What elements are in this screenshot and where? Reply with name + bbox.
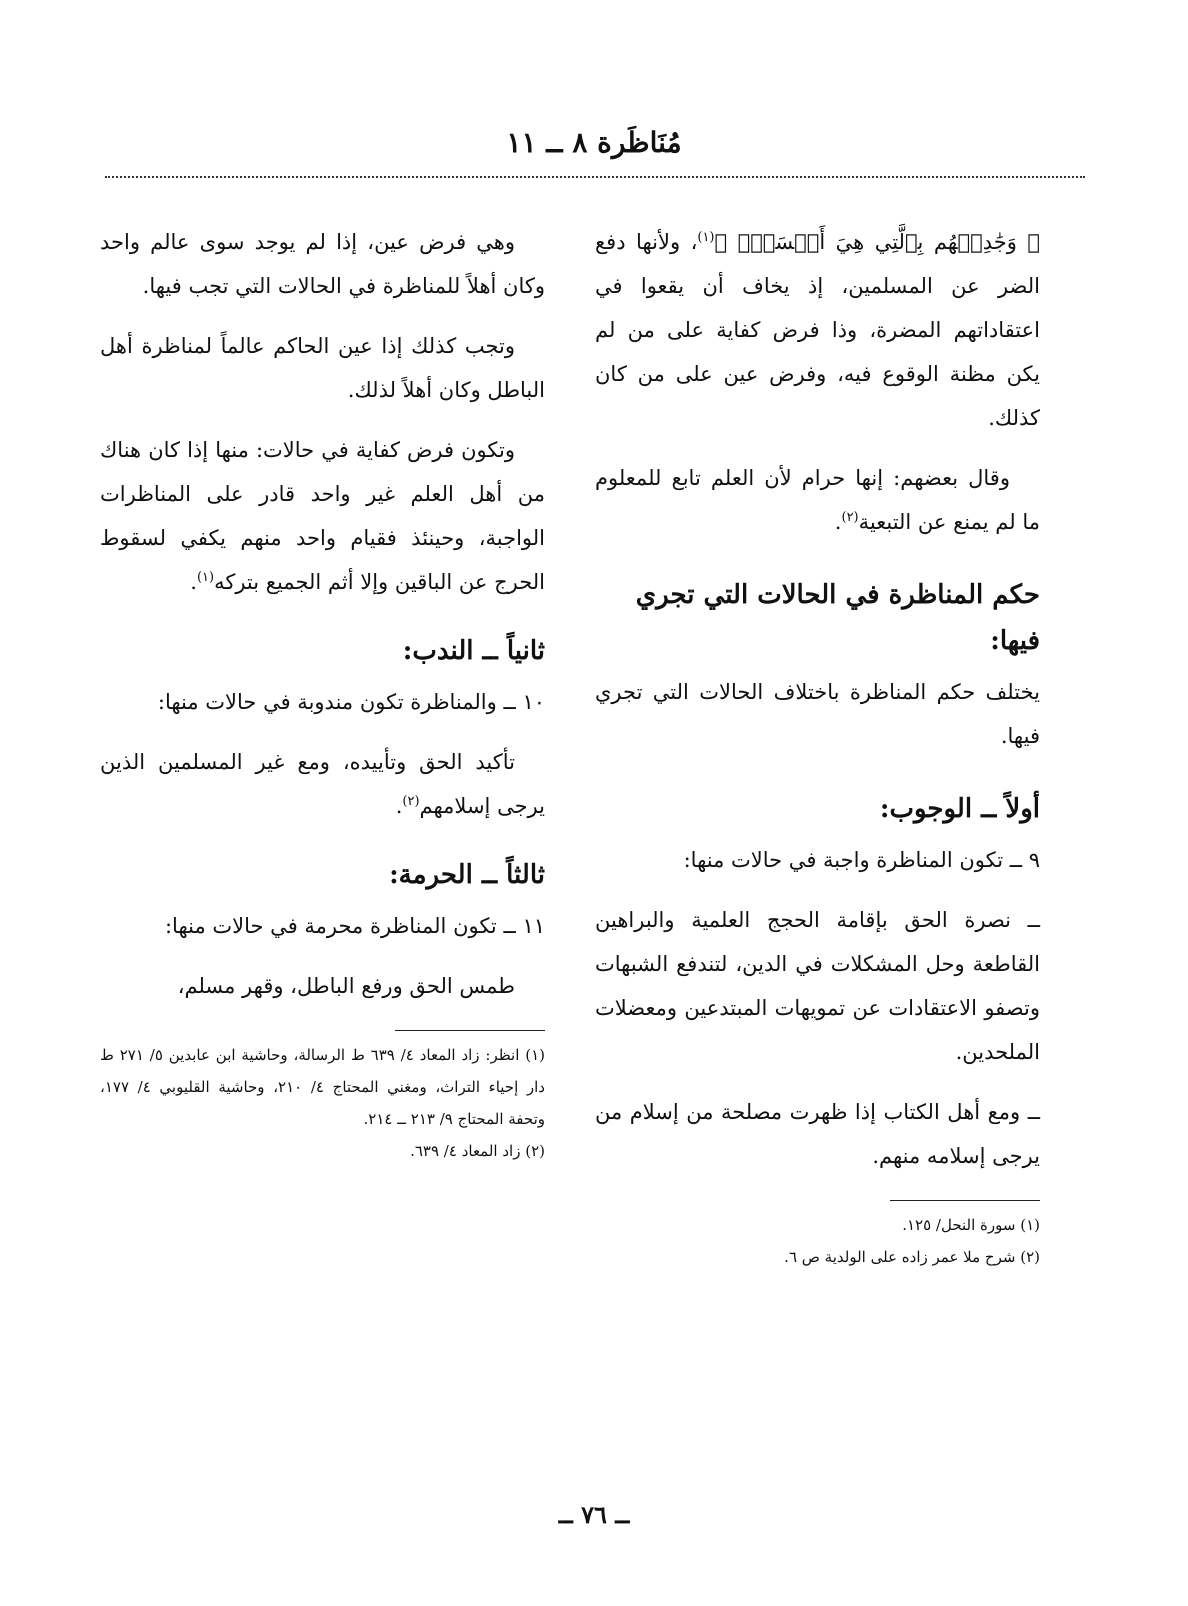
paragraph-text: ، ولأنها دفع الضر عن المسلمين، إذ يخاف أن يقعوا في اعتقاداتهم المضرة، وذا فرض كفاية على من لم يكن مظنة الوقوع فيه، وفرض عين على من كان كذلك. xyxy=(595,230,1040,430)
footnote-rule xyxy=(890,1200,1040,1201)
footnote-ref: (٢) xyxy=(402,794,420,809)
running-title: مُنَاظَرة ٨ ــ ١١ xyxy=(506,126,682,159)
numbered-paragraph: ٩ ــ تكون المناظرة واجبة في حالات منها: xyxy=(683,848,1040,872)
paragraph: يختلف حكم المناظرة باختلاف الحالات التي تجري فيها. xyxy=(595,680,1040,748)
section-heading-recommended: ثانياً ــ الندب: xyxy=(402,636,545,666)
header-dotted-rule xyxy=(105,176,1085,178)
footnote: (٢) شرح ملا عمر زاده على الولدية ص ٦. xyxy=(784,1248,1040,1266)
page-number: ــ ٧٦ ــ xyxy=(558,1500,630,1529)
right-column xyxy=(595,220,1040,1273)
paragraph-text: وتكون فرض كفاية في حالات: منها إذا كان هناك من أهل العلم غير واحد قادر على المناظرات الواجبة، وحينئذ فقيام واحد منهم يكفي لسقوط الحرج عن الباقين وإلا أثم الجميع بتركه xyxy=(100,438,545,594)
paragraph-text: وقال بعضهم: إنها حرام لأن العلم تابع للمعلوم ما لم يمنع عن التبعية xyxy=(595,466,1040,534)
section-heading-ruling: حكم المناظرة في الحالات التي تجري فيها: xyxy=(635,580,1040,656)
footnote-rule xyxy=(395,1030,545,1031)
numbered-paragraph: ١٠ ــ والمناظرة تكون مندوبة في حالات منها: xyxy=(157,690,545,714)
section-heading-prohibited: ثالثاً ــ الحرمة: xyxy=(389,860,545,890)
paragraph: وقال بعضهم: إنها حرام لأن العلم تابع للمعلوم ما لم يمنع عن التبعية$^{(٢)}$. xyxy=(595,466,1040,534)
numbered-paragraph: ١١ ــ تكون المناظرة محرمة في حالات منها: xyxy=(164,914,545,938)
paragraph: طمس الحق ورفع الباطل، وقهر مسلم، xyxy=(177,974,515,998)
paragraph-text: تأكيد الحق وتأييده، ومع غير المسلمين الذين يرجى إسلامهم xyxy=(100,750,545,818)
footnote-ref: (١) xyxy=(697,230,715,245)
paragraph: وتجب كذلك إذا عين الحاكم عالماً لمناظرة أهل الباطل وكان أهلاً لذلك. xyxy=(100,334,545,402)
paragraph: وهي فرض عين، إذا لم يوجد سوى عالم واحد وكان أهلاً للمناظرة في الحالات التي تجب فيها. xyxy=(100,230,545,298)
footnote-ref: (١) xyxy=(196,570,215,585)
paragraph: وتكون فرض كفاية في حالات: منها إذا كان هناك من أهل العلم غير واحد قادر على المناظرات الواجبة، وحينئذ فقيام واحد منهم يكفي لسقوط الحرج عن الباقين وإلا أثم الجميع بتركه$^{(١)}$. xyxy=(100,438,545,594)
footnote: (١) سورة النحل/ ١٢٥. xyxy=(902,1216,1040,1234)
quran-verse-paragraph xyxy=(595,220,1040,440)
left-column xyxy=(100,220,545,1167)
paragraph: ــ نصرة الحق بإقامة الحجج العلمية والبراهين القاطعة وحل المشكلات في الدين، لتندفع الشبهات وتصفو الاعتقادات عن تمويهات المبتدعين ومعضلات الملحدين. xyxy=(595,908,1040,1064)
paragraph: ــ ومع أهل الكتاب إذا ظهرت مصلحة من إسلام من يرجى إسلامه منهم. xyxy=(595,1100,1040,1168)
section-heading-obligation: أولاً ــ الوجوب: xyxy=(879,794,1040,824)
footnote: (٢) زاد المعاد ٤/ ٦٣٩. xyxy=(410,1142,545,1160)
footnote: (١) انظر: زاد المعاد ٤/ ٦٣٩ ط الرسالة، وحاشية ابن عابدين ٥/ ٢٧١ ط دار إحياء التراث، ومغني المحتاج ٤/ ٢١٠، وحاشية القليوبي ٤/ ١٧٧، وتحفة المحتاج ٩/ ٢١٣ ــ ٢١٤. xyxy=(100,1046,546,1128)
quran-verse: ﴿ وَجَٰدِلۡهُم بِٱلَّتِي هِيَ أَحۡسَنُۚ ﴾ xyxy=(714,230,1040,254)
paragraph: تأكيد الحق وتأييده، ومع غير المسلمين الذين يرجى إسلامهم$^{(٢)}$. xyxy=(100,750,545,818)
footnote-ref: (٢) xyxy=(841,510,859,525)
